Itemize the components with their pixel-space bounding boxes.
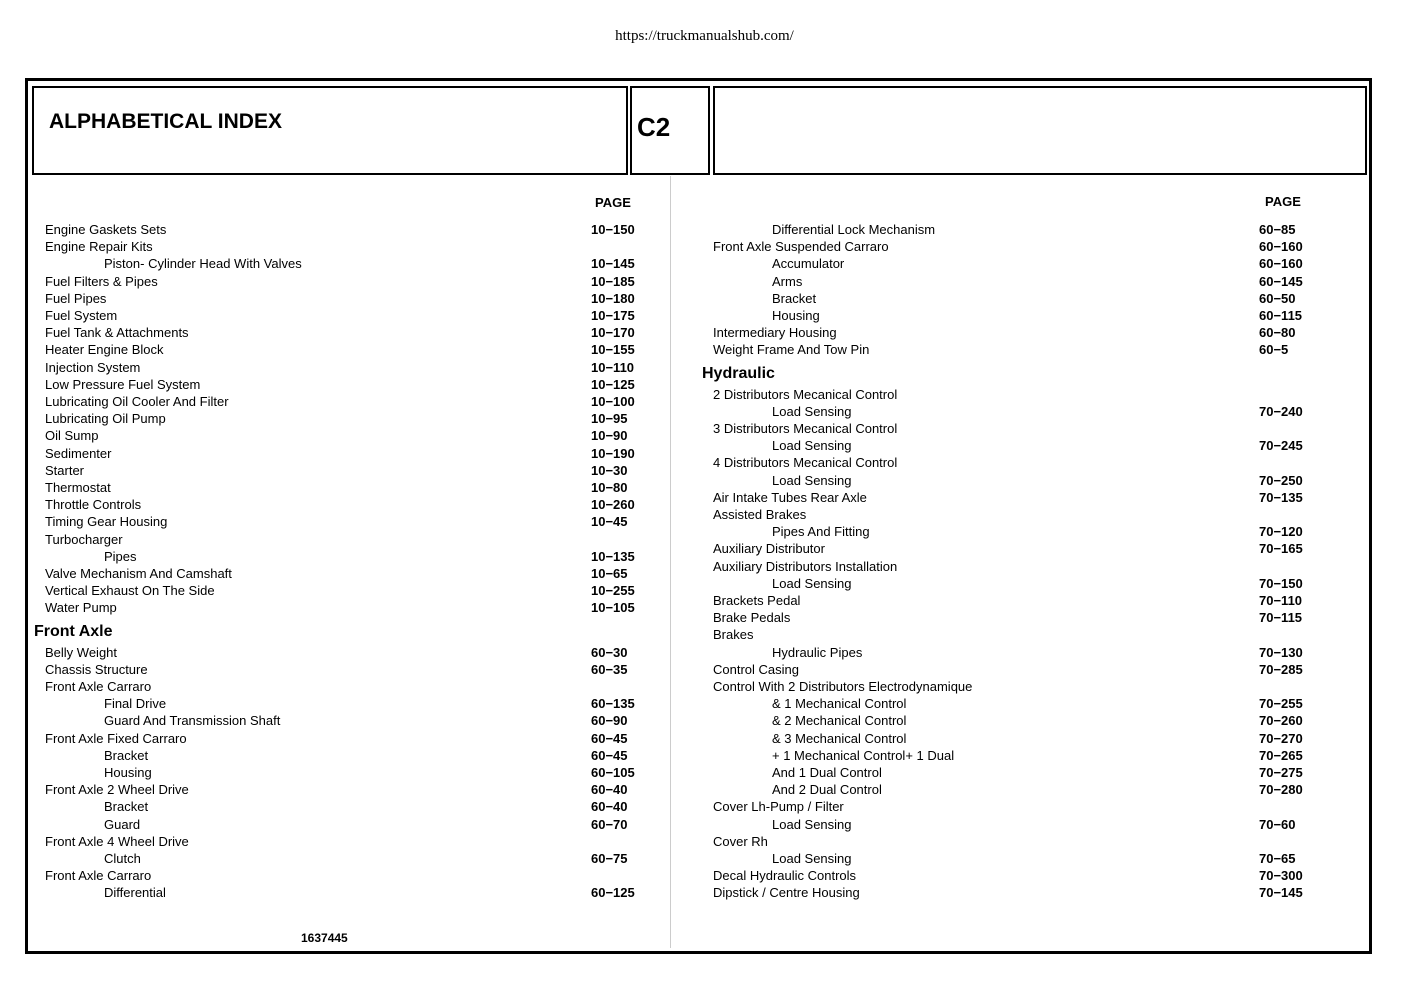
entry-page-number: 70−270 — [1259, 730, 1303, 746]
entry-page-number: 70−275 — [1259, 765, 1303, 780]
entry-label: Hydraulic Pipes — [772, 644, 863, 660]
entry-page-number: 60−105 — [591, 765, 635, 780]
entry-label: Piston- Cylinder Head With Valves — [104, 256, 302, 272]
entry-label: Control Casing — [713, 661, 799, 677]
entry-label: Front Axle Fixed Carraro — [45, 730, 187, 746]
entry-page-number: 10−145 — [591, 256, 635, 272]
section-heading: Hydraulic — [702, 364, 775, 382]
entry-page-number: 10−65 — [591, 566, 628, 581]
entry-label: Pipes And Fitting — [772, 524, 870, 540]
entry-label: Guard And Transmission Shaft — [104, 713, 281, 729]
entry-label: Front Axle Suspended Carraro — [713, 239, 889, 255]
entry-label: And 1 Dual Control — [772, 765, 882, 780]
entry-page-number: 10−110 — [591, 359, 635, 375]
entry-page-number: 60−135 — [591, 696, 635, 712]
entry-page-number: 60−115 — [1259, 308, 1303, 323]
entry-page-number: 60−30 — [591, 644, 628, 660]
entry-label: Front Axle 2 Wheel Drive — [45, 782, 189, 798]
entry-label: Oil Sump — [45, 428, 99, 444]
right-page-heading: PAGE — [1265, 194, 1301, 209]
entry-page-number: 70−150 — [1259, 575, 1303, 591]
entry-page-number: 60−90 — [591, 713, 628, 729]
entry-label: Accumulator — [772, 256, 845, 272]
entry-label: Clutch — [104, 851, 141, 866]
entry-label: Pipes — [104, 548, 137, 564]
entry-page-number: 60−40 — [591, 799, 628, 815]
document-number: 1637445 — [301, 931, 348, 945]
entry-label: & 3 Mechanical Control — [772, 730, 907, 746]
entry-label: Guard — [104, 816, 141, 832]
entry-page-number: 70−300 — [1259, 868, 1303, 884]
entry-page-number: 10−45 — [591, 514, 628, 530]
entry-label: Load Sensing — [772, 816, 852, 832]
entry-label: Bracket — [772, 290, 817, 306]
entry-label: Injection System — [45, 359, 141, 375]
entry-page-number: 60−80 — [1259, 325, 1296, 341]
left-page-heading: PAGE — [595, 195, 631, 210]
entry-page-number: 10−105 — [591, 600, 635, 616]
entry-label: Front Axle Carraro — [45, 868, 152, 884]
entry-page-number: 10−170 — [591, 325, 635, 341]
entry-page-number: 70−250 — [1259, 472, 1303, 488]
entry-label: Front Axle Carraro — [45, 679, 152, 694]
entry-label: Low Pressure Fuel System — [45, 376, 201, 392]
entry-page-number: 70−280 — [1259, 782, 1303, 798]
blank-header-box — [713, 86, 1367, 175]
entry-label: Sedimenter — [45, 445, 112, 461]
entry-page-number: 10−255 — [591, 583, 635, 599]
entry-page-number: 60−45 — [591, 730, 628, 746]
entry-page-number: 10−80 — [591, 480, 628, 495]
entry-label: Load Sensing — [772, 472, 852, 488]
entry-page-number: 70−255 — [1259, 696, 1303, 712]
entry-label: Belly Weight — [45, 644, 118, 660]
entry-label: Vertical Exhaust On The Side — [45, 583, 215, 599]
entry-page-number: 60−45 — [591, 747, 628, 763]
entry-page-number: 70−240 — [1259, 403, 1303, 419]
entry-label: Auxiliary Distributor — [713, 541, 825, 557]
entry-label: Throttle Controls — [45, 497, 142, 513]
page-frame — [25, 78, 1372, 954]
entry-page-number: 70−145 — [1259, 885, 1303, 901]
entry-label: Housing — [772, 308, 820, 323]
entry-page-number: 10−100 — [591, 394, 635, 409]
entry-label: Fuel Pipes — [45, 290, 107, 306]
entry-label: Decal Hydraulic Controls — [713, 868, 857, 884]
entry-page-number: 60−35 — [591, 661, 628, 677]
entry-page-number: 10−190 — [591, 445, 635, 461]
entry-label: Dipstick / Centre Housing — [713, 885, 860, 901]
entry-label: Turbocharger — [45, 531, 123, 547]
entry-label: Fuel System — [45, 308, 118, 323]
entry-label: Brake Pedals — [713, 610, 791, 626]
entry-label: Starter — [45, 462, 85, 478]
entry-label: Air Intake Tubes Rear Axle — [713, 489, 867, 505]
entry-label: Timing Gear Housing — [45, 514, 168, 530]
section-code-box — [630, 86, 710, 175]
entry-label: Front Axle 4 Wheel Drive — [45, 833, 189, 849]
entry-page-number: 70−265 — [1259, 747, 1303, 763]
entry-label: Bracket — [104, 799, 149, 815]
entry-page-number: 10−95 — [591, 411, 628, 427]
entry-label: And 2 Dual Control — [772, 782, 882, 798]
entry-label: Lubricating Oil Pump — [45, 411, 166, 427]
entry-label: Load Sensing — [772, 851, 852, 866]
entry-page-number: 60−50 — [1259, 290, 1296, 306]
entry-page-number: 70−120 — [1259, 524, 1303, 540]
entry-page-number: 60−160 — [1259, 256, 1303, 272]
entry-label: Brakes — [713, 627, 754, 643]
entry-label: Thermostat — [45, 480, 111, 495]
page-title: ALPHABETICAL INDEX — [49, 110, 282, 133]
entry-label: Water Pump — [45, 600, 117, 616]
entry-label: Chassis Structure — [45, 661, 148, 677]
entry-label: & 1 Mechanical Control — [772, 696, 907, 712]
entry-label: Load Sensing — [772, 438, 852, 454]
entry-page-number: 10−155 — [591, 342, 635, 358]
entry-label: Cover Rh — [713, 833, 768, 849]
entry-label: Differential Lock Mechanism — [772, 222, 936, 237]
entry-label: Arms — [772, 273, 803, 289]
entry-label: Fuel Tank & Attachments — [45, 325, 189, 341]
entry-page-number: 70−165 — [1259, 541, 1303, 557]
entry-page-number: 10−125 — [591, 376, 635, 392]
entry-page-number: 70−135 — [1259, 489, 1303, 505]
entry-page-number: 60−75 — [591, 851, 628, 866]
entry-page-number: 60−125 — [591, 885, 635, 901]
entry-label: Final Drive — [104, 696, 167, 712]
entry-page-number: 10−90 — [591, 428, 628, 444]
entry-label: Heater Engine Block — [45, 342, 164, 358]
entry-label: Engine Repair Kits — [45, 239, 153, 255]
entry-label: Cover Lh-Pump / Filter — [713, 799, 844, 815]
entry-label: Differential — [104, 885, 166, 901]
entry-page-number: 60−40 — [591, 782, 628, 798]
entry-label: & 2 Mechanical Control — [772, 713, 907, 729]
entry-label: Control With 2 Distributors Electrodynamique — [713, 679, 973, 694]
entry-page-number: 10−30 — [591, 462, 628, 478]
entry-page-number: 70−60 — [1259, 816, 1296, 832]
source-url[interactable]: https://truckmanualshub.com/ — [615, 28, 794, 44]
entry-page-number: 70−130 — [1259, 644, 1303, 660]
entry-page-number: 10−150 — [591, 222, 635, 237]
title-box — [32, 86, 628, 175]
entry-page-number: 70−260 — [1259, 713, 1303, 729]
entry-label: Load Sensing — [772, 403, 852, 419]
entry-page-number: 10−175 — [591, 308, 635, 323]
entry-label: Intermediary Housing — [713, 325, 837, 341]
entry-label: Lubricating Oil Cooler And Filter — [45, 394, 229, 409]
entry-label: Engine Gaskets Sets — [45, 222, 167, 237]
entry-page-number: 70−115 — [1259, 610, 1303, 626]
entry-label: 2 Distributors Mecanical Control — [713, 386, 898, 402]
entry-label: Valve Mechanism And Camshaft — [45, 566, 232, 581]
entry-label: Housing — [104, 765, 152, 780]
entry-label: Brackets Pedal — [713, 593, 801, 608]
entry-label: 4 Distributors Mecanical Control — [713, 455, 898, 471]
entry-page-number: 70−245 — [1259, 438, 1303, 454]
entry-label: Assisted Brakes — [713, 507, 807, 522]
entry-label: + 1 Mechanical Control+ 1 Dual — [772, 747, 955, 763]
entry-label: Weight Frame And Tow Pin — [713, 342, 870, 358]
column-divider — [670, 176, 671, 948]
entry-page-number: 10−260 — [591, 497, 635, 513]
entry-page-number: 60−160 — [1259, 239, 1303, 255]
entry-page-number: 10−180 — [591, 290, 635, 306]
entry-page-number: 70−285 — [1259, 661, 1303, 677]
entry-page-number: 10−135 — [591, 548, 635, 564]
entry-page-number: 60−145 — [1259, 273, 1303, 289]
entry-page-number: 60−70 — [591, 816, 628, 832]
entry-label: Auxiliary Distributors Installation — [713, 558, 898, 574]
entry-page-number: 60−5 — [1259, 342, 1289, 358]
entry-page-number: 60−85 — [1259, 222, 1296, 237]
entry-page-number: 10−185 — [591, 273, 635, 289]
section-heading: Front Axle — [34, 622, 113, 640]
section-code: C2 — [637, 112, 671, 142]
entry-page-number: 70−65 — [1259, 851, 1296, 866]
entry-label: Fuel Filters & Pipes — [45, 273, 158, 289]
entry-page-number: 70−110 — [1259, 593, 1303, 608]
entry-label: 3 Distributors Mecanical Control — [713, 421, 898, 436]
entry-label: Load Sensing — [772, 575, 852, 591]
entry-label: Bracket — [104, 747, 149, 763]
